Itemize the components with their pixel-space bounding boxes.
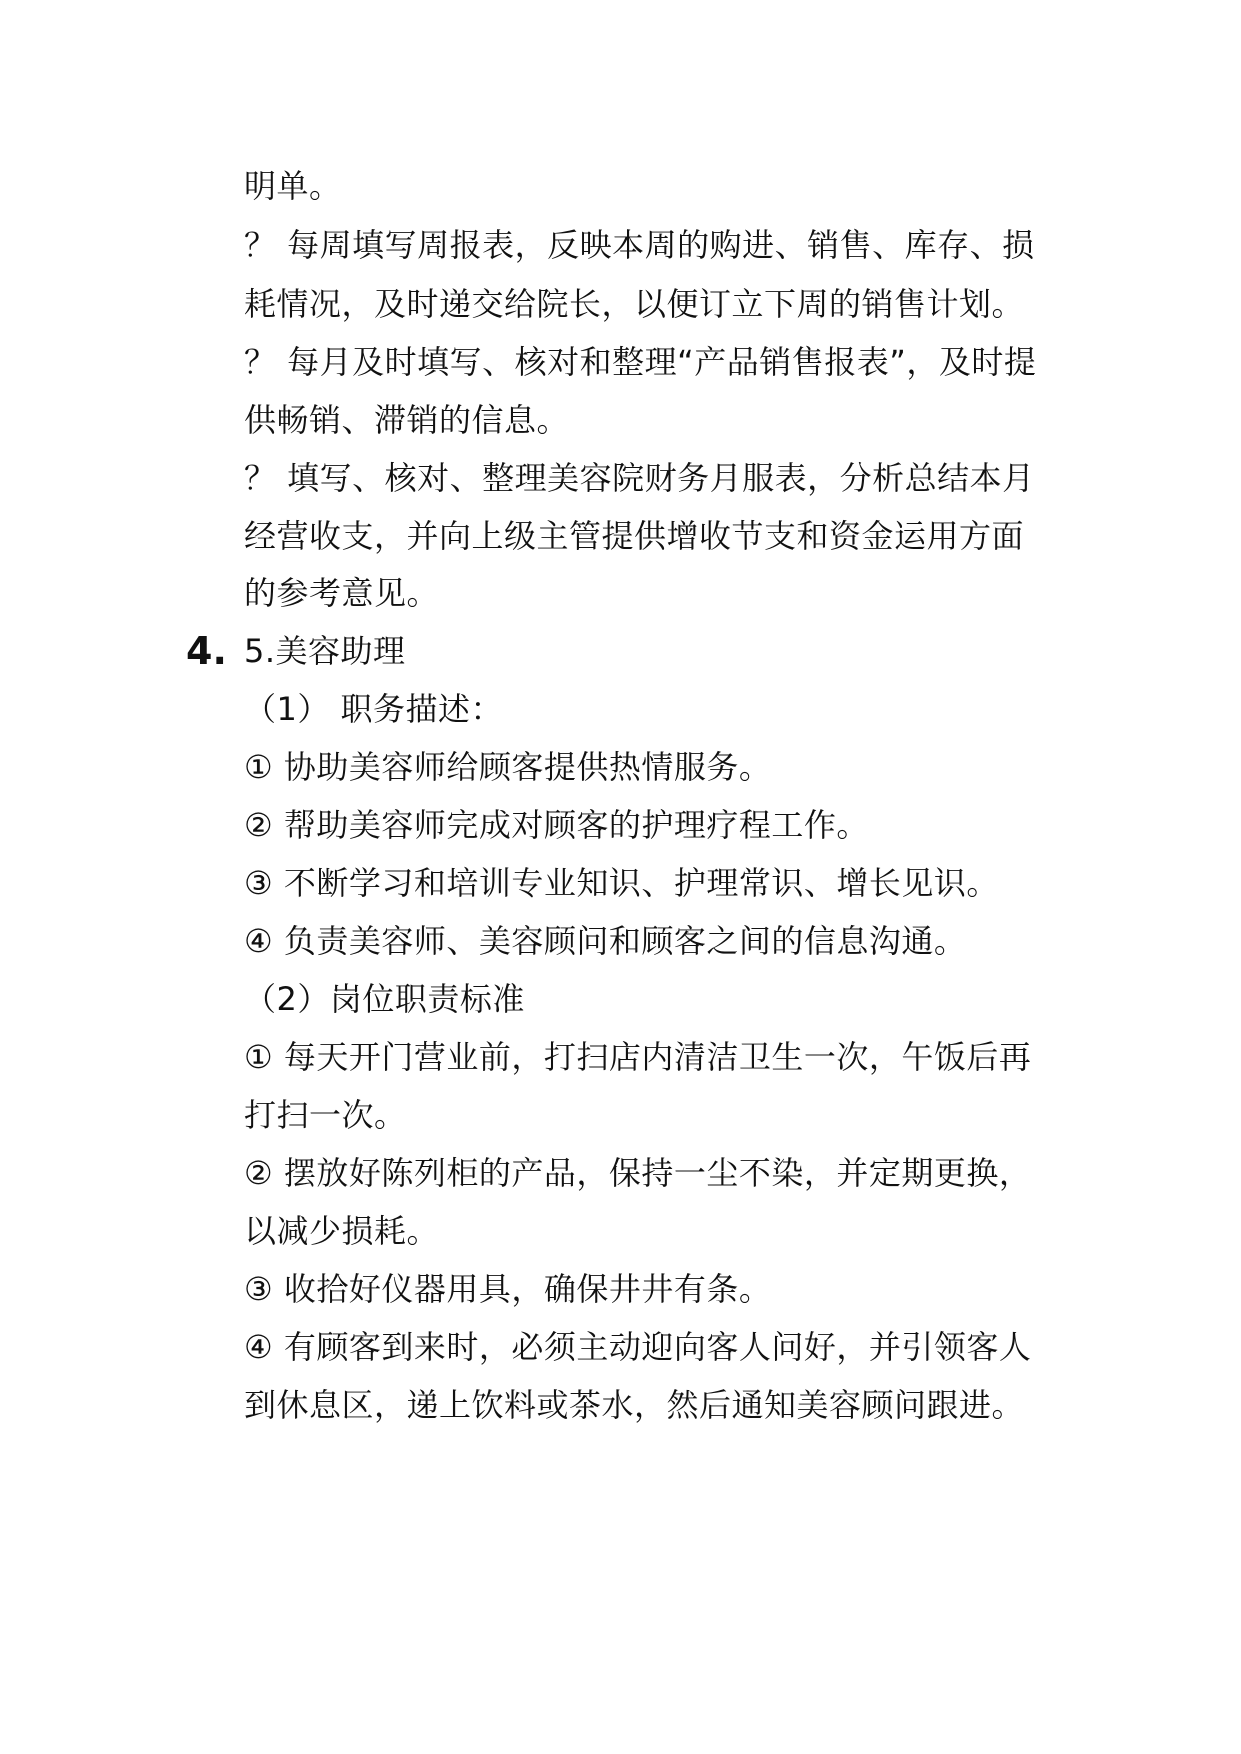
text-line: ③ 不断学习和培训专业知识、护理常识、增长见识。	[244, 864, 999, 902]
text-line: 明单。	[244, 167, 342, 205]
text-line: 的参考意见。	[244, 574, 440, 612]
text-line: ？ 填写、核对、整理美容院财务月服表，分析总结本月	[244, 459, 1035, 497]
section-number: 4.	[186, 629, 227, 673]
text-line: 供畅销、滞销的信息。	[244, 401, 570, 439]
text-line: ① 每天开门营业前，打扫店内清洁卫生一次，午饭后再	[244, 1038, 1032, 1076]
section-heading: 5.美容助理	[244, 632, 406, 670]
text-line: 耗情况，及时递交给院长，以便订立下周的销售计划。	[244, 285, 1025, 323]
subsection-heading: （2）岗位职责标准	[244, 980, 525, 1018]
text-line: ④ 有顾客到来时，必须主动迎向客人问好，并引领客人	[244, 1328, 1032, 1366]
text-line: ？ 每周填写周报表，反映本周的购进、销售、库存、损	[244, 226, 1035, 264]
text-line: 经营收支，并向上级主管提供增收节支和资金运用方面	[244, 517, 1025, 555]
text-line: ② 帮助美容师完成对顾客的护理疗程工作。	[244, 806, 869, 844]
text-line: ② 摆放好陈列柜的产品，保持一尘不染，并定期更换，	[244, 1154, 1032, 1192]
text-line: 打扫一次。	[244, 1096, 407, 1134]
text-line: ④ 负责美容师、美容顾问和顾客之间的信息沟通。	[244, 922, 967, 960]
text-line: ？ 每月及时填写、核对和整理“产品销售报表”，及时提	[244, 343, 1037, 381]
text-line: 以减少损耗。	[244, 1212, 440, 1250]
subsection-heading: （1） 职务描述：	[244, 690, 504, 728]
text-line: 到休息区，递上饮料或茶水，然后通知美容顾问跟进。	[244, 1386, 1025, 1424]
text-line: ① 协助美容师给顾客提供热情服务。	[244, 748, 772, 786]
text-line: ③ 收拾好仪器用具，确保井井有条。	[244, 1270, 772, 1308]
